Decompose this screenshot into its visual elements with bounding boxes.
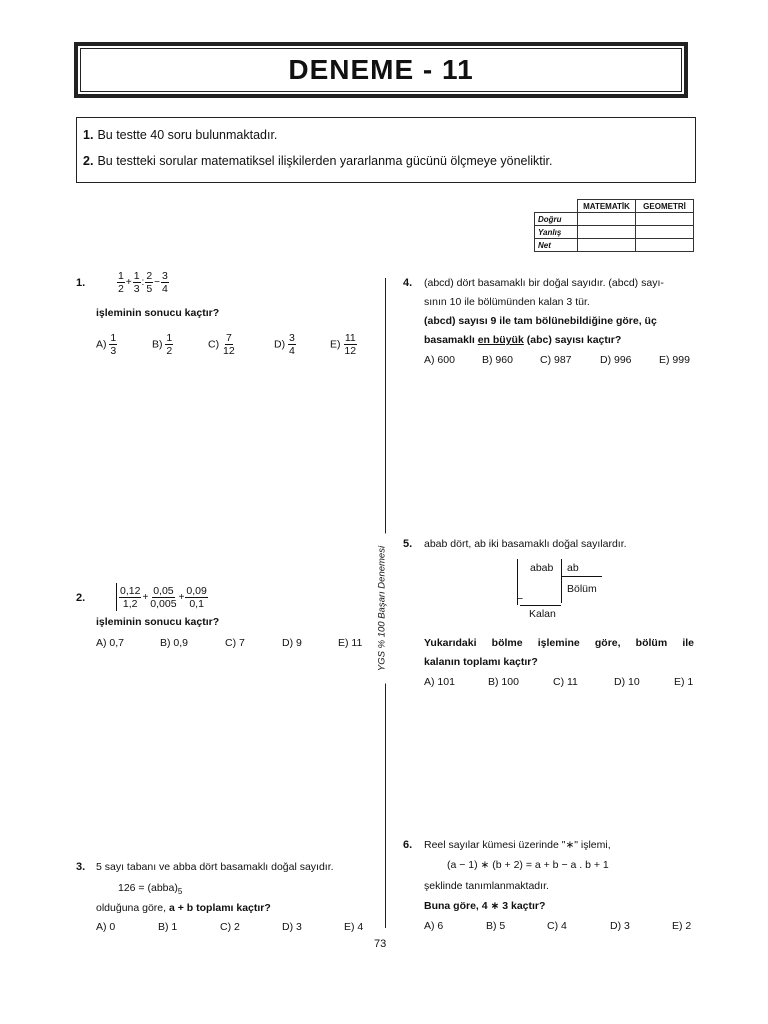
score-row-net: Net bbox=[535, 239, 578, 252]
division-remainder: Kalan bbox=[529, 608, 556, 620]
q2-option-d[interactable]: D) 9 bbox=[282, 637, 302, 649]
q4-option-e[interactable]: E) 999 bbox=[659, 354, 690, 366]
instruction-1-text: Bu testte 40 soru bulunmaktadır. bbox=[97, 128, 278, 142]
q2-number: 2. bbox=[76, 592, 86, 604]
score-table bbox=[534, 199, 694, 252]
q3-option-b[interactable]: B) 1 bbox=[158, 921, 178, 933]
q3-option-c[interactable]: C) 2 bbox=[220, 921, 240, 933]
page-title: DENEME - 11 bbox=[288, 54, 474, 85]
q1-option-a[interactable]: A) $\frac{1}{3}$ bbox=[96, 332, 117, 357]
q6-number: 6. bbox=[403, 839, 413, 851]
q2-option-b[interactable]: B) 0,9 bbox=[160, 637, 189, 649]
q4-option-c[interactable]: C) 987 bbox=[540, 354, 572, 366]
score-row-correct: Doğru bbox=[535, 213, 578, 226]
q6-option-d[interactable]: D) 3 bbox=[610, 920, 630, 932]
score-header-math: MATEMATİK bbox=[578, 200, 636, 213]
division-divisor: ab bbox=[567, 562, 579, 574]
q6-equation: (a − 1) ∗ (b + 2) = a + b − a . b + 1 bbox=[447, 859, 609, 871]
q4-line-1: (abcd) dört basamaklı bir doğal sayıdır. (abcd) sayı- bbox=[424, 277, 664, 289]
instruction-2-num: 2. bbox=[83, 154, 94, 168]
division-minus: − bbox=[517, 593, 524, 605]
division-remainder-line bbox=[520, 605, 561, 606]
q3-text-1: 5 sayı tabanı ve abba dört basamaklı doğal sayıdır. bbox=[96, 861, 334, 873]
score-cell[interactable] bbox=[578, 239, 636, 252]
division-dividend: abab bbox=[530, 562, 554, 574]
q3-option-a[interactable]: A) 0 bbox=[96, 921, 116, 933]
q5-option-b[interactable]: B) 100 bbox=[488, 676, 519, 688]
q4-number: 4. bbox=[403, 277, 413, 289]
q3-option-d[interactable]: D) 3 bbox=[282, 921, 302, 933]
score-row-wrong: Yanlış bbox=[535, 226, 578, 239]
q1-option-b[interactable]: B) $\frac{1}{2}$ bbox=[152, 332, 173, 357]
score-cell[interactable] bbox=[636, 239, 694, 252]
q2-option-e[interactable]: E) 11 bbox=[338, 637, 363, 649]
instruction-2-text: Bu testteki sorular matematiksel ilişkilerden yararlanma gücünü ölçmeye yöneliktir. bbox=[97, 154, 553, 168]
q5-option-a[interactable]: A) 101 bbox=[424, 676, 455, 688]
score-cell[interactable] bbox=[636, 213, 694, 226]
q5-option-c[interactable]: C) 11 bbox=[553, 676, 578, 688]
division-divider-line bbox=[561, 559, 562, 603]
q2-option-a[interactable]: A) 0,7 bbox=[96, 637, 125, 649]
instruction-1-num: 1. bbox=[83, 128, 94, 142]
q1-question: işleminin sonucu kaçtır? bbox=[96, 307, 220, 319]
q6-option-c[interactable]: C) 4 bbox=[547, 920, 567, 932]
q6-option-e[interactable]: E) 2 bbox=[672, 920, 692, 932]
q4-line-3: (abcd) sayısı 9 ile tam bölünebildiğine göre, üç bbox=[424, 315, 657, 327]
page-number: 73 bbox=[374, 938, 387, 950]
division-diagram bbox=[517, 559, 603, 621]
q5-option-d[interactable]: D) 10 bbox=[614, 676, 640, 688]
score-table-corner bbox=[535, 200, 578, 213]
q4-option-a[interactable]: A) 600 bbox=[424, 354, 455, 366]
q4-option-b[interactable]: B) 960 bbox=[482, 354, 513, 366]
q6-option-b[interactable]: B) 5 bbox=[486, 920, 506, 932]
division-quotient: Bölüm bbox=[567, 583, 597, 595]
title-box bbox=[74, 42, 688, 98]
q5-question-1: Yukarıdaki bölme işlemine göre, bölüm ile bbox=[424, 637, 694, 649]
q2-expression: $\frac{0,12}{1,2}$ + $\frac{0,05}{0,005}$ + $\frac{0,09}{0,1}$ bbox=[116, 583, 208, 611]
q6-option-a[interactable]: A) 6 bbox=[424, 920, 444, 932]
q3-number: 3. bbox=[76, 861, 86, 873]
q1-number: 1. bbox=[76, 277, 86, 289]
q6-text-1: Reel sayılar kümesi üzerinde "∗" işlemi, bbox=[424, 839, 611, 851]
q4-option-d[interactable]: D) 996 bbox=[600, 354, 632, 366]
q5-number: 5. bbox=[403, 538, 413, 550]
q2-question: işleminin sonucu kaçtır? bbox=[96, 616, 220, 628]
q5-text: abab dört, ab iki basamaklı doğal sayılardır. bbox=[424, 538, 627, 550]
q6-question: Buna göre, 4 ∗ 3 kaçtır? bbox=[424, 900, 546, 912]
q3-option-e[interactable]: E) 4 bbox=[344, 921, 364, 933]
q4-line-2: sının 10 ile bölümünden kalan 3 tür. bbox=[424, 296, 590, 308]
instructions-box bbox=[76, 117, 696, 183]
q3-equation: $126 = (abba)_5$ bbox=[118, 882, 183, 897]
q1-option-d[interactable]: D) $\frac{3}{4}$ bbox=[274, 332, 295, 357]
side-label-text: YGS % 100 Başarı Denemesi bbox=[377, 534, 388, 684]
score-cell[interactable] bbox=[578, 213, 636, 226]
division-quotient-line bbox=[561, 576, 602, 577]
score-header-geometry: GEOMETRİ bbox=[636, 200, 694, 213]
instruction-2 bbox=[83, 154, 553, 168]
q6-text-2: şeklinde tanımlanmaktadır. bbox=[424, 880, 549, 892]
instruction-1 bbox=[83, 128, 277, 142]
q1-option-c[interactable]: C) $\frac{7}{12}$ bbox=[208, 332, 235, 357]
q5-question-2: kalanın toplamı kaçtır? bbox=[424, 656, 538, 668]
q2-option-c[interactable]: C) 7 bbox=[225, 637, 245, 649]
q1-expression: $\frac{1}{2}$ + $\frac{1}{3}$ : $\frac{2}{5}$ − $\frac{3}{4}$ bbox=[118, 270, 168, 295]
q1-option-e[interactable]: E) $\frac{11}{12}$ bbox=[330, 332, 357, 357]
q3-text-2: olduğuna göre, a + b toplamı kaçtır? bbox=[96, 902, 271, 914]
q4-line-4: basamaklı en büyük (abc) sayısı kaçtır? bbox=[424, 334, 622, 346]
q5-option-e[interactable]: E) 1 bbox=[674, 676, 694, 688]
score-cell[interactable] bbox=[636, 226, 694, 239]
score-cell[interactable] bbox=[578, 226, 636, 239]
